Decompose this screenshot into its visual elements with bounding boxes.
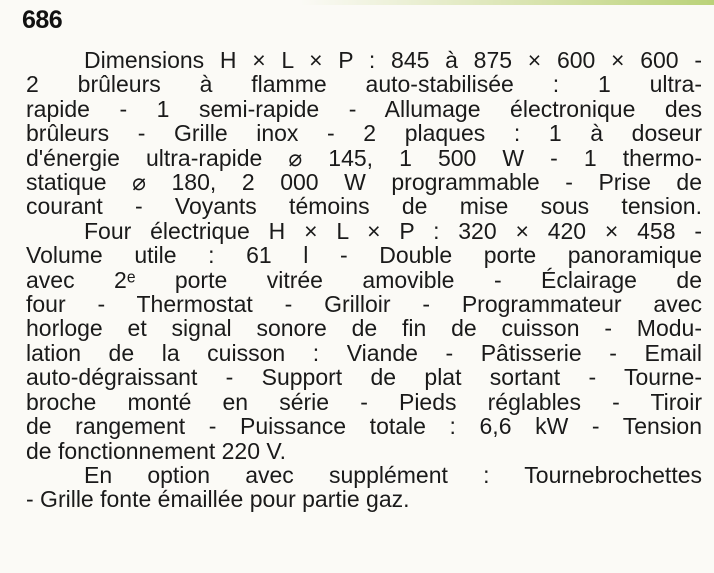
description-line: de fonctionnement 220 V. xyxy=(26,437,287,464)
description-line: brûleurs - Grille inox - 2 plaques : 1 à doseur xyxy=(26,120,702,147)
product-reference-number: 686 xyxy=(22,6,63,34)
top-color-strip xyxy=(300,0,714,5)
description-line: avec 2ᵉ porte vitrée amovible - Éclairage de xyxy=(26,266,702,293)
description-line: Volume utile : 61 l - Double porte panoramique xyxy=(26,242,702,269)
description-line: lation de la cuisson : Viande - Pâtisserie - Email xyxy=(26,339,702,366)
description-line: En option avec supplément : Tournebrochettes xyxy=(84,461,702,488)
description-line: statique ⌀ 180, 2 000 W programmable - Prise de xyxy=(26,169,702,196)
description-line: Dimensions H × L × P : 845 à 875 × 600 × 600 - xyxy=(84,47,702,73)
description-line: de rangement - Puissance totale : 6,6 kW - Tension xyxy=(26,413,702,440)
description-line: d'énergie ultra-rapide ⌀ 145, 1 500 W - 1 thermo- xyxy=(26,144,702,171)
description-line: Four électrique H × L × P : 320 × 420 × 458 - xyxy=(84,217,702,244)
description-line: rapide - 1 semi-rapide - Allumage électronique des xyxy=(26,95,702,122)
description-line: courant - Voyants témoins de mise sous tension. xyxy=(26,193,702,220)
description-line: broche monté en série - Pieds réglables - Tiroir xyxy=(26,388,702,415)
product-description xyxy=(26,48,702,512)
description-line: horloge et signal sonore de fin de cuisson - Modu- xyxy=(26,315,702,342)
description-line: - Grille fonte émaillée pour partie gaz. xyxy=(26,486,410,513)
description-line: 2 brûleurs à flamme auto-stabilisée : 1 ultra- xyxy=(26,71,702,98)
description-line: four - Thermostat - Grilloir - Programmateur avec xyxy=(26,291,702,318)
description-line: auto-dégraissant - Support de plat sortant - Tourne- xyxy=(26,364,702,391)
